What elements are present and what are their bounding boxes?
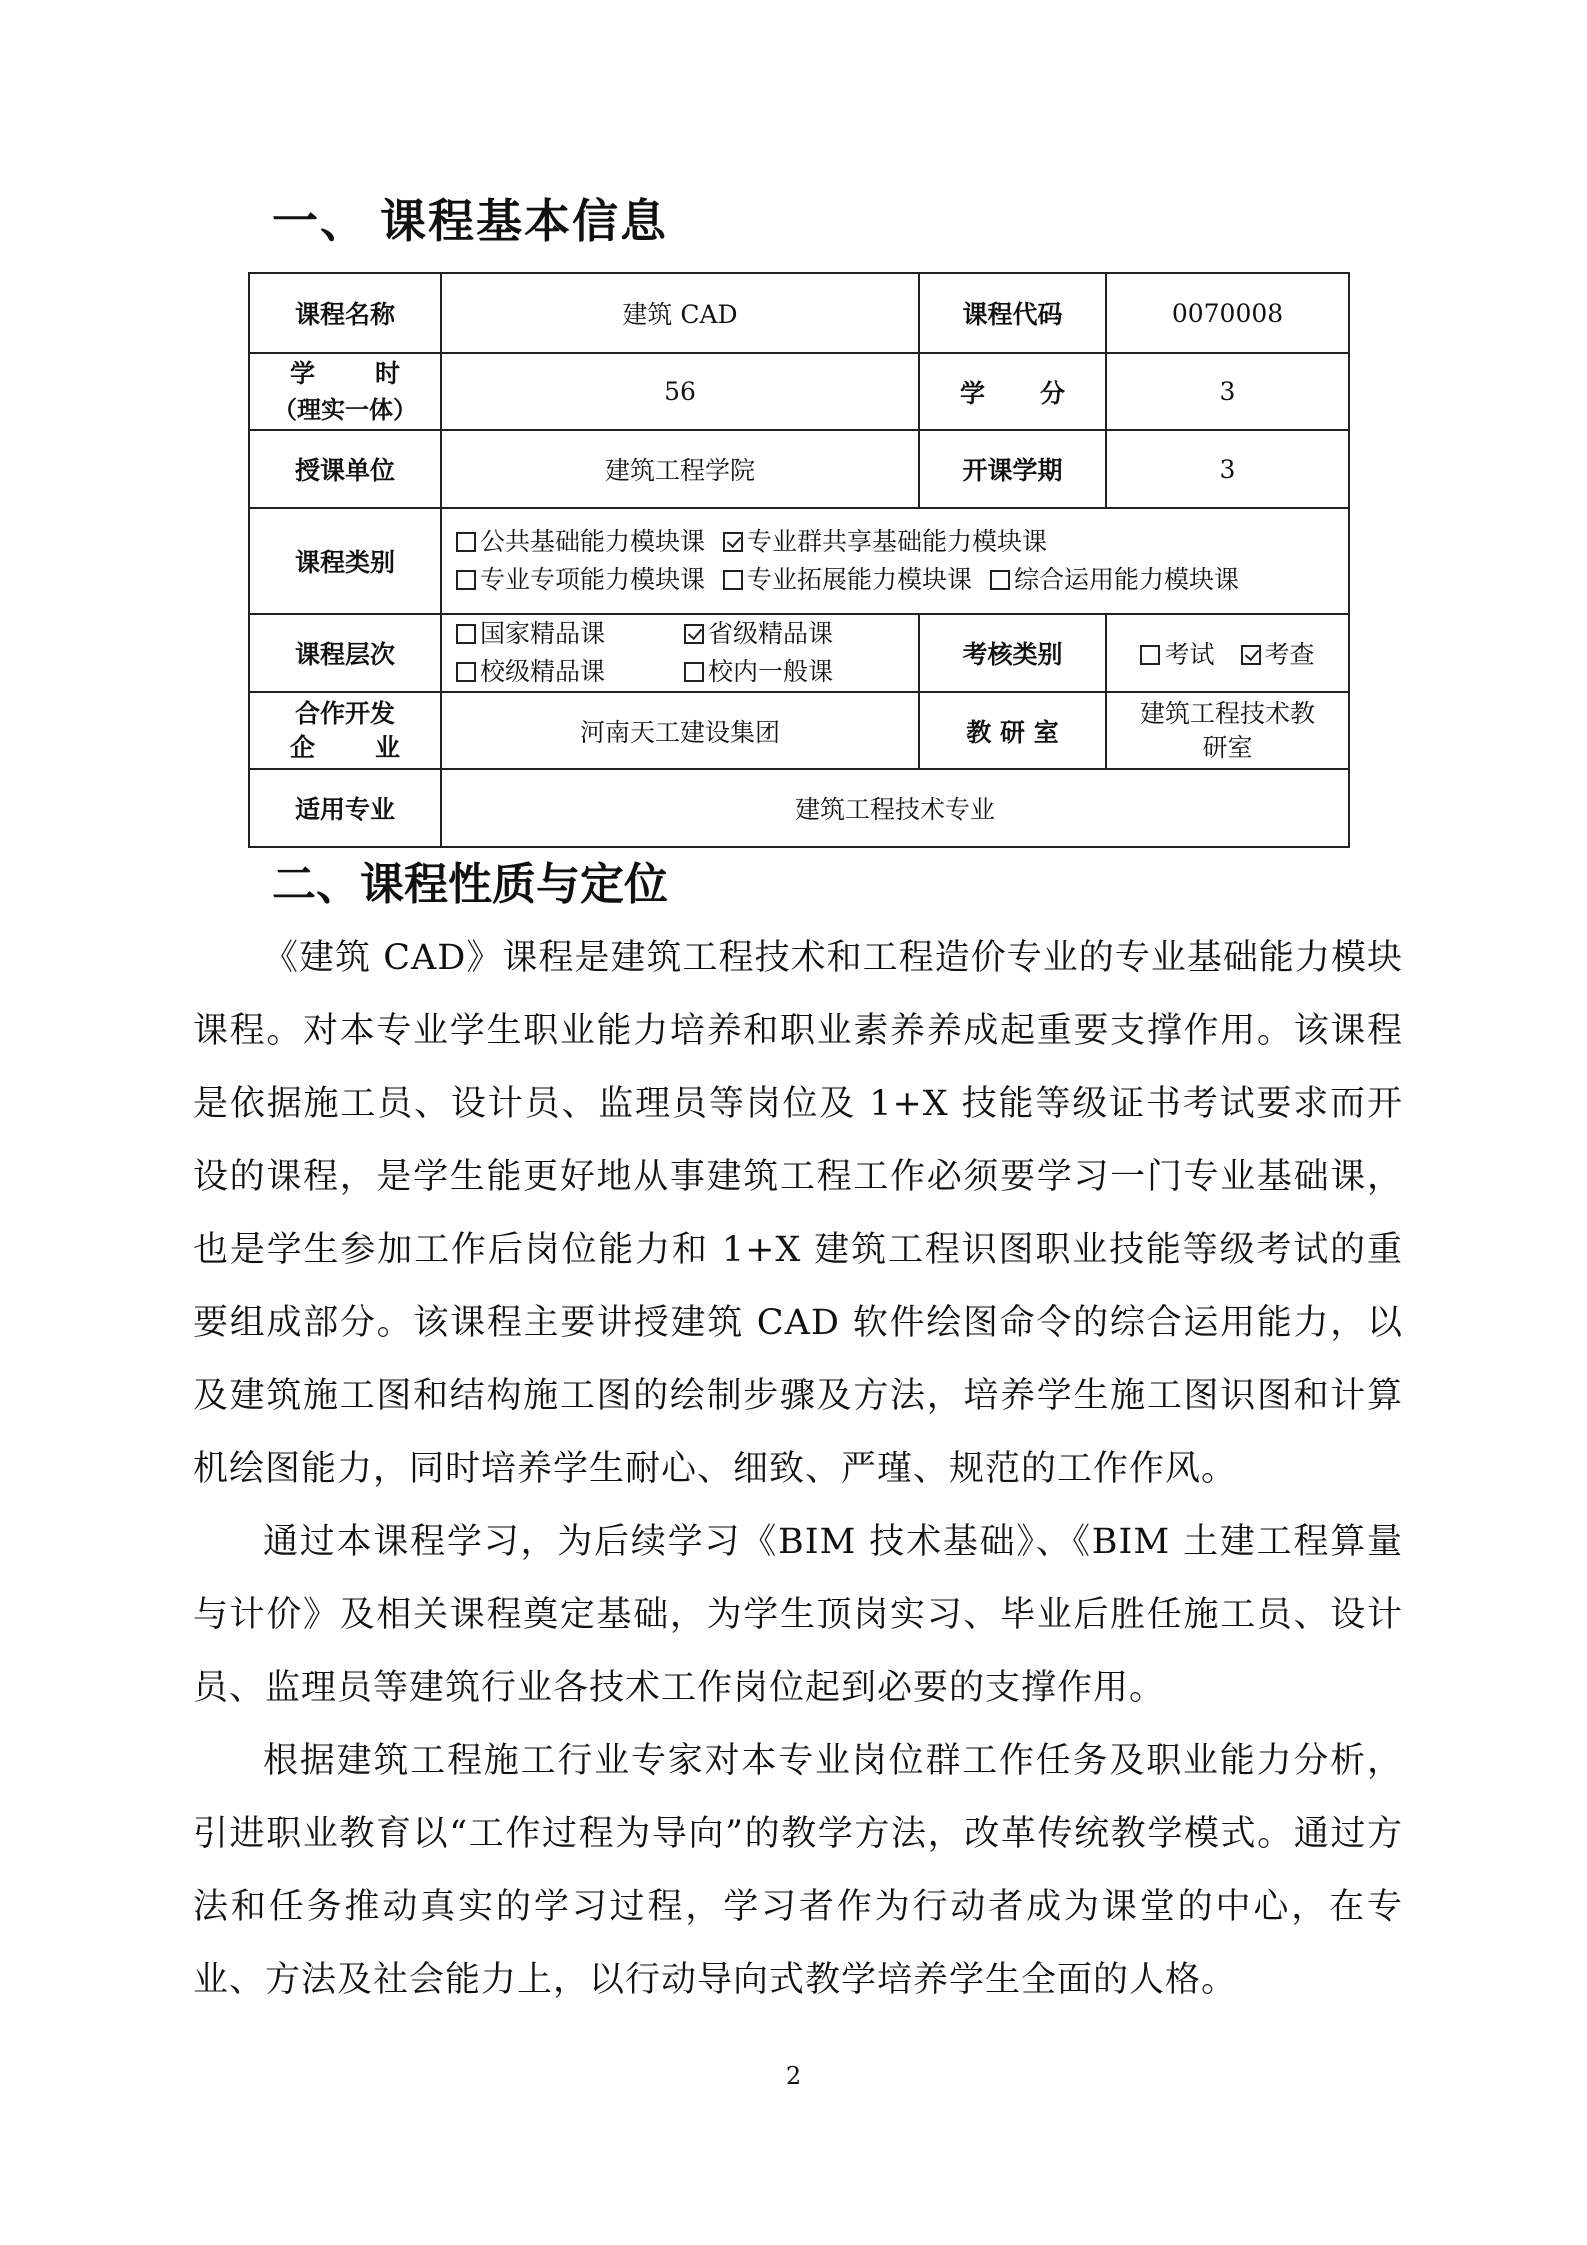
paragraph-2: 通过本课程学习，为后续学习《BIM 技术基础》、《BIM 土建工程算量与计价》及相关课程奠定基础，为学生顶岗实习、毕业后胜任施工员、设计员、监理员等建筑行业各技术工作岗位起到必要的支撑作用。 <box>193 1522 1403 1708</box>
course-info-table <box>248 272 1350 848</box>
coop-label-char-1: 企 <box>290 732 316 762</box>
level-option-label: 校内一般课 <box>708 657 834 686</box>
hours-label <box>249 353 441 430</box>
level-option[interactable] <box>456 615 666 653</box>
coop-label-line-1: 合作开发 <box>294 698 395 728</box>
page-number: 2 <box>785 2062 802 2090</box>
credit-label-char-2: 分 <box>1039 378 1065 408</box>
coop-label <box>249 692 441 769</box>
checkbox-icon[interactable] <box>990 570 1010 590</box>
credit-label-char-1: 学 <box>960 378 986 408</box>
term-label: 开课学期 <box>919 430 1106 508</box>
level-label: 课程层次 <box>249 614 441 692</box>
assess-option-label: 考试 <box>1164 640 1215 669</box>
assess-option[interactable] <box>1241 635 1315 671</box>
level-option[interactable] <box>456 653 666 691</box>
checkbox-checked-icon[interactable] <box>684 624 704 644</box>
checkbox-icon[interactable] <box>684 662 704 682</box>
office-label: 教 研 室 <box>919 692 1106 769</box>
assess-options <box>1106 614 1349 692</box>
checkbox-icon[interactable] <box>456 532 476 552</box>
dept-label: 授课单位 <box>249 430 441 508</box>
checkbox-checked-icon[interactable] <box>1241 645 1261 665</box>
credit-label <box>919 353 1106 430</box>
checkbox-icon[interactable] <box>456 570 476 590</box>
assess-label: 考核类别 <box>919 614 1106 692</box>
level-option[interactable] <box>684 615 833 653</box>
level-option-label: 校级精品课 <box>480 657 606 686</box>
hours-label-char-2: 时 <box>374 359 400 388</box>
table-row <box>249 353 1349 430</box>
office-value-line-1: 建筑工程技术教 <box>1139 698 1315 728</box>
category-option[interactable] <box>723 523 1047 561</box>
table-row <box>249 273 1349 353</box>
category-option[interactable] <box>723 561 972 599</box>
checkbox-icon[interactable] <box>723 570 743 590</box>
checkbox-checked-icon[interactable] <box>723 532 743 552</box>
hours-sub-label: （理实一体） <box>273 396 417 424</box>
category-option[interactable] <box>456 523 705 561</box>
paragraph-1: 《建筑 CAD》课程是建筑工程技术和工程造价专业的专业基础能力模块课程。对本专业学生职业能力培养和职业素养养成起重要支撑作用。该课程是依据施工员、设计员、监理员等岗位及 1+X 技能等级证书考试要求而开设的课程，是学生能更好地从事建筑工程工作必须要学习一门专业基础课，也是学生参加工作后岗位能力和 1+X 建筑工程识图职业技能等级考试的重要组成部分。该课程主要讲授建筑 CAD 软件绘图命令的综合运用能力，以及建筑施工图和结构施工图的绘制步骤及方法，培养学生施工图识图和计算机绘图能力，同时培养学生耐心、细致、严瑾、规范的工作作风。 <box>193 938 1403 1489</box>
paragraph-3: 根据建筑工程施工行业专家对本专业岗位群工作任务及职业能力分析，引进职业教育以“工作过程为导向”的教学方法，改革传统教学模式。通过方法和任务推动真实的学习过程，学习者作为行动者成为课堂的中心，在专业、方法及社会能力上，以行动导向式教学培养学生全面的人格。 <box>193 1741 1403 2000</box>
level-option[interactable] <box>684 653 833 691</box>
category-option-label: 公共基础能力模块课 <box>480 527 706 556</box>
category-option-label: 专业群共享基础能力模块课 <box>747 527 1048 556</box>
course-code-label: 课程代码 <box>919 273 1106 353</box>
table-row <box>249 614 1349 692</box>
level-options <box>441 614 919 692</box>
checkbox-icon[interactable] <box>1140 645 1160 665</box>
hours-label-char-1: 学 <box>290 359 316 388</box>
coop-label-char-2: 业 <box>374 732 400 762</box>
category-option-label: 综合运用能力模块课 <box>1014 565 1240 594</box>
category-label: 课程类别 <box>249 508 441 614</box>
category-option-label: 专业拓展能力模块课 <box>747 565 973 594</box>
section1-heading <box>272 185 668 251</box>
hours-value: 56 <box>441 353 919 430</box>
major-value: 建筑工程技术专业 <box>441 769 1349 847</box>
table-row <box>249 430 1349 508</box>
office-value <box>1106 692 1349 769</box>
coop-value: 河南天工建设集团 <box>441 692 919 769</box>
section1-number: 一、 <box>272 194 368 248</box>
level-option-label: 省级精品课 <box>708 619 834 648</box>
section2-heading: 二、课程性质与定位 <box>272 859 668 910</box>
category-option[interactable] <box>456 561 705 599</box>
table-row <box>249 692 1349 769</box>
dept-value: 建筑工程学院 <box>441 430 919 508</box>
level-option-label: 国家精品课 <box>480 619 606 648</box>
course-name-label: 课程名称 <box>249 273 441 353</box>
course-name-value: 建筑 CAD <box>441 273 919 353</box>
category-options <box>441 508 1349 614</box>
category-option[interactable] <box>990 561 1239 599</box>
assess-option-label: 考查 <box>1264 640 1315 669</box>
category-option-label: 专业专项能力模块课 <box>480 565 706 594</box>
table-row <box>249 769 1349 847</box>
checkbox-icon[interactable] <box>456 624 476 644</box>
term-value: 3 <box>1106 430 1349 508</box>
course-code-value: 0070008 <box>1106 273 1349 353</box>
section1-title: 课程基本信息 <box>380 194 668 248</box>
major-label: 适用专业 <box>249 769 441 847</box>
office-value-line-2: 研室 <box>1202 732 1253 762</box>
credit-value: 3 <box>1106 353 1349 430</box>
table-row <box>249 508 1349 614</box>
checkbox-icon[interactable] <box>456 662 476 682</box>
assess-option[interactable] <box>1140 635 1214 671</box>
